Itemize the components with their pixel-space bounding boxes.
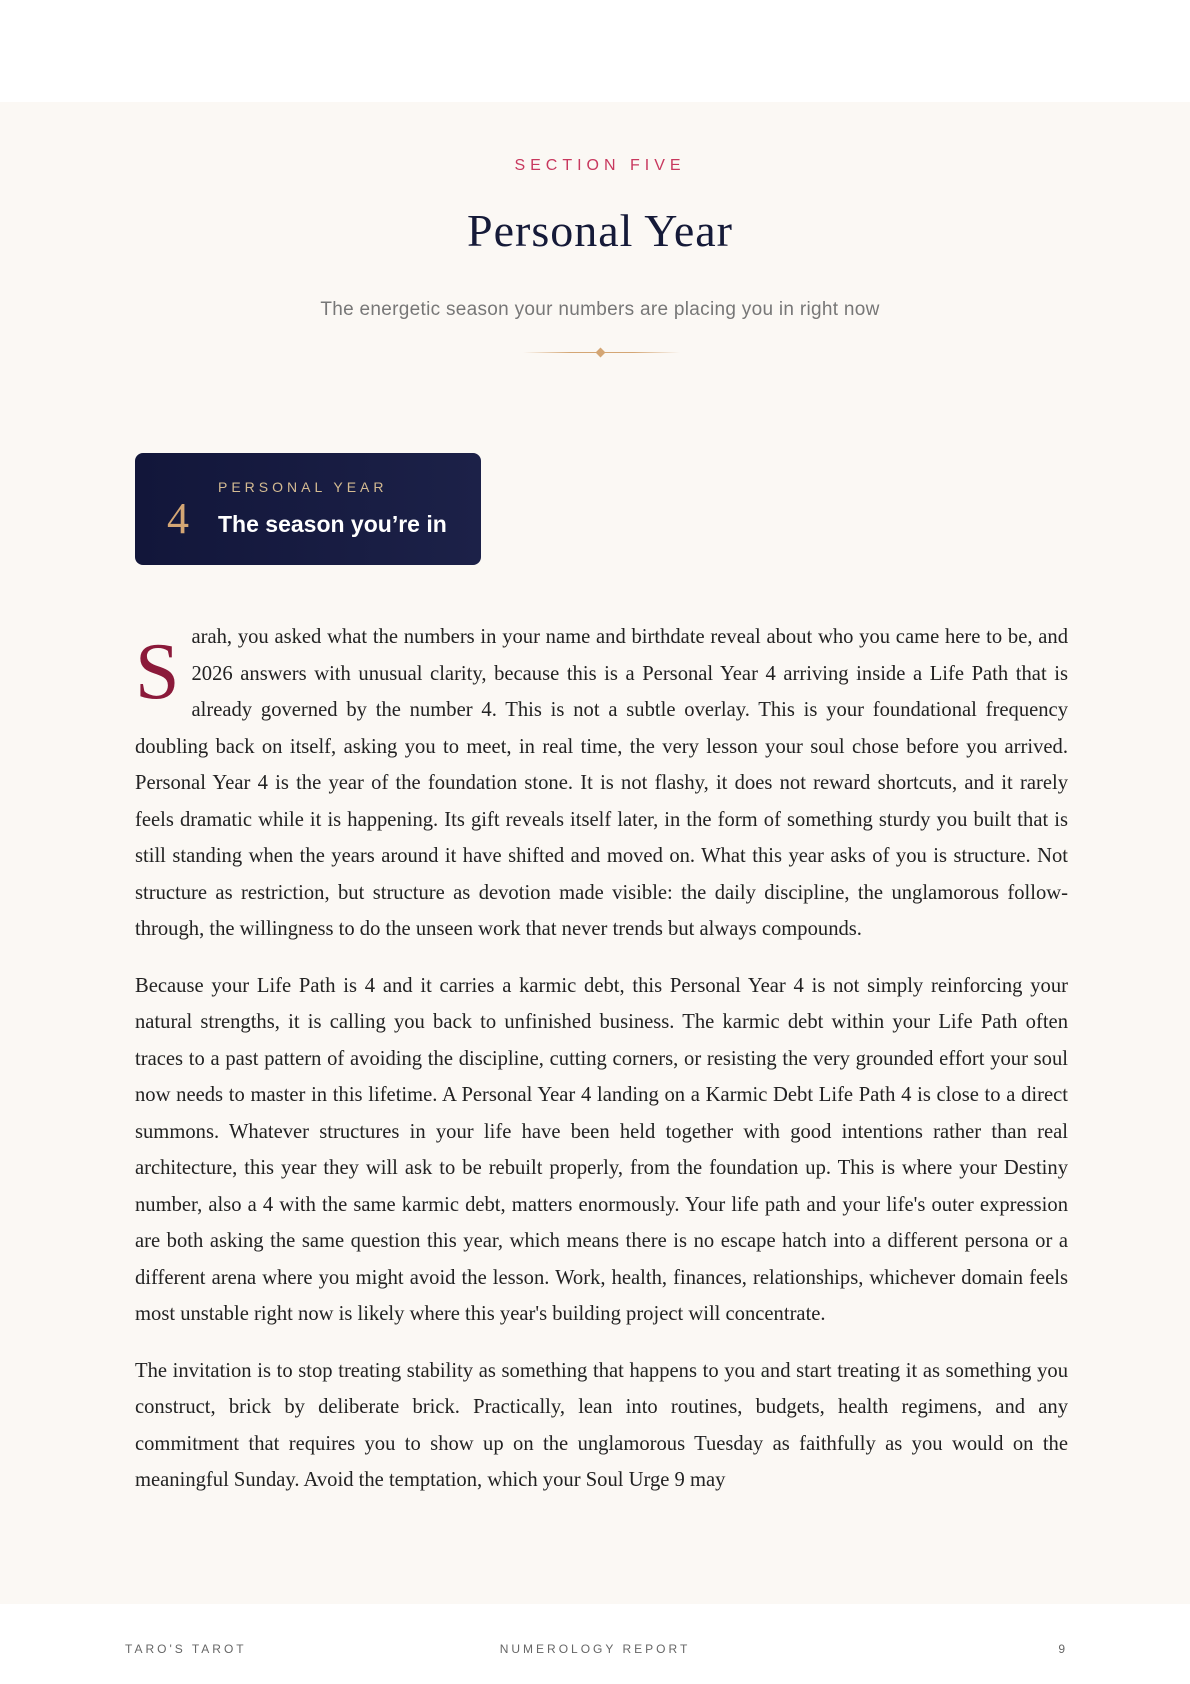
- footer-report-title: NUMEROLOGY REPORT: [499, 1642, 691, 1656]
- body-text: [135, 619, 1068, 1519]
- personal-year-label: PERSONAL YEAR: [218, 479, 388, 495]
- personal-year-caption: The season you’re in: [218, 511, 447, 537]
- footer-brand: TARO'S TAROT: [125, 1642, 247, 1656]
- personal-year-number: 4: [167, 494, 189, 543]
- section-label: SECTION FIVE: [514, 157, 686, 174]
- paragraph-3: The invitation is to stop treating stability as something that happens to you and start treating it as something you construct, brick by deliberate brick. Practically, lean into routines, budgets, health regimens, and any commitment that requires you to show up on the unglamorous Tuesday as faithfully as you would on the meaningful Sunday. Avoid the temptation, which your Soul Urge 9 may: [135, 1359, 1068, 1491]
- paragraph-1-text: arah, you asked what the numbers in your name and birthdate reveal about who you came here to be, and 2026 answers with unusual clarity, because this is a Personal Year 4 arriving inside a Life Path that is already governed by the number 4. This is not a subtle overlay. This is your foundational frequency doubling back on itself, asking you to meet, in real time, the very lesson your soul chose before you arrived. Personal Year 4 is the year of the foundation stone. It is not flashy, it does not reward shortcuts, and it rarely feels dramatic while it is happening. Its gift reveals itself later, in the form of something sturdy you built that is still standing when the years around it have shifted and moved on. What this year asks of you is structure. Not structure as restriction, but structure as devotion made visible: the daily discipline, the unglamorous follow-through, the willingness to do the unseen work that never trends but always compounds.: [135, 626, 1068, 940]
- paragraph-1: [135, 619, 1068, 948]
- page-number: 9: [1058, 1642, 1065, 1656]
- paragraph-2: Because your Life Path is 4 and it carries a karmic debt, this Personal Year 4 is not simply reinforcing your natural strengths, it is calling you back to unfinished business. The karmic debt within your Life Path often traces to a past pattern of avoiding the discipline, cutting corners, or resisting the very grounded effort your soul now needs to master in this lifetime. A Personal Year 4 landing on a Karmic Debt Life Path 4 is close to a direct summons. Whatever structures in your life have been held together with good intentions rather than real architecture, this year they will ask to be rebuilt properly, from the foundation up. This is where your Destiny number, also a 4 with the same karmic debt, matters enormously. Your life path and your life's outer expression are both asking the same question this year, which means there is no escape hatch into a different persona or a different arena where you might avoid the lesson. Work, health, finances, relationships, whichever domain feels most unstable right now is likely where this year's building project will concentrate.: [135, 974, 1068, 1325]
- drop-cap: S: [135, 628, 180, 716]
- page-title: Personal Year: [467, 205, 733, 256]
- page-subtitle: The energetic season your numbers are placing you in right now: [320, 299, 880, 320]
- personal-year-card: [135, 453, 481, 565]
- page-footer: [125, 1642, 1065, 1662]
- ornamental-divider: [523, 348, 680, 358]
- diamond-icon: [596, 348, 606, 358]
